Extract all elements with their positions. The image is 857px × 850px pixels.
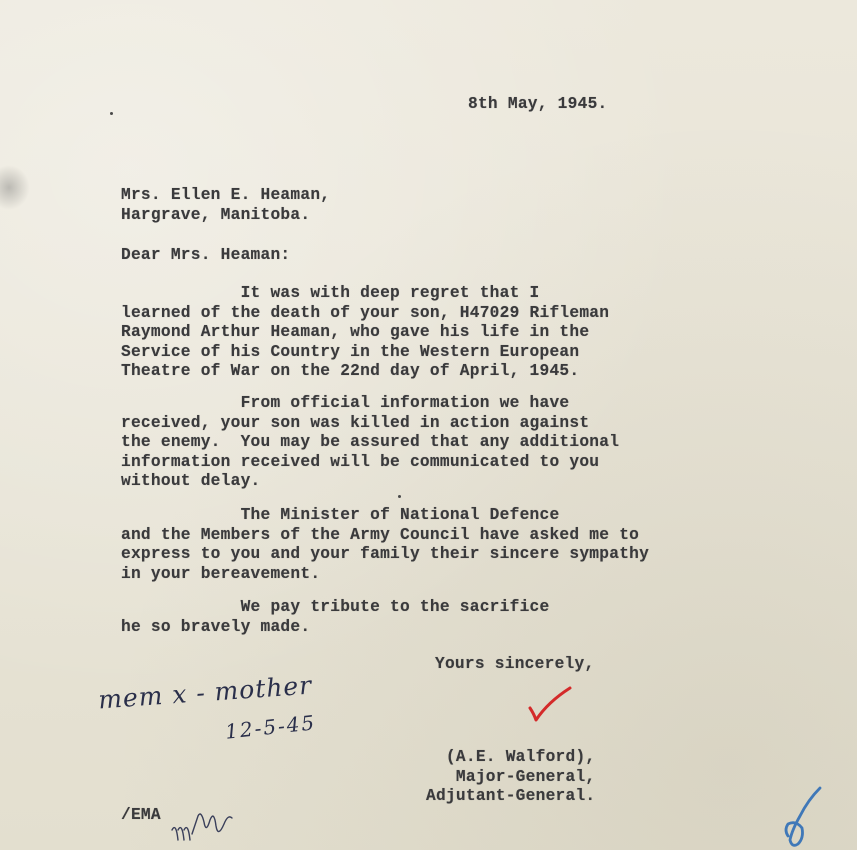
paragraph-sympathy: The Minister of National Defence and the Members of the Army Council have asked me to express to you and your family their sincere sympathy in your bereavement. xyxy=(121,506,650,583)
recipient-address: Hargrave, Manitoba. xyxy=(121,205,311,224)
signatory-rank: Major-General, xyxy=(455,767,596,786)
page-number-label: 8 xyxy=(793,844,794,845)
recipient-name: Mrs. Ellen E. Heaman, xyxy=(121,186,331,204)
salutation: Dear Mrs. Heaman: xyxy=(121,246,291,264)
handwritten-note: mem x - mother xyxy=(97,670,314,715)
signature-block xyxy=(426,748,595,807)
letter-date: 8th May, 1945. xyxy=(468,95,608,113)
reference-initials: /EMA xyxy=(121,806,161,824)
paragraph-tribute: We pay tribute to the sacrifice he so bravely made. xyxy=(121,598,550,636)
paragraph-official-information: From official information we have received, your son was killed in action against the enemy. You may be assured that any additional information received will be communicated to you without delay. xyxy=(121,394,620,490)
recipient-address-block xyxy=(121,186,330,225)
speck xyxy=(398,495,401,498)
closing: Yours sincerely, xyxy=(435,655,595,673)
paragraph-condolence: It was with deep regret that I learned of the death of your son, H47029 Rifleman Raymond Arthur Heaman, who gave his life in the Service of his Country in the Western European Theatre of War on the 22nd day of April, 1945. xyxy=(121,284,610,380)
speck xyxy=(110,112,113,115)
signatory-name: (A.E. Walford), xyxy=(445,748,596,766)
signatory-title: Adjutant-General. xyxy=(426,787,596,805)
red-check-mark-icon xyxy=(528,686,573,724)
handwritten-date: 12-5-45 xyxy=(223,710,318,744)
handwritten-initials-icon xyxy=(168,800,238,845)
ink-smudge xyxy=(0,165,30,210)
blue-page-number-icon xyxy=(780,786,826,850)
